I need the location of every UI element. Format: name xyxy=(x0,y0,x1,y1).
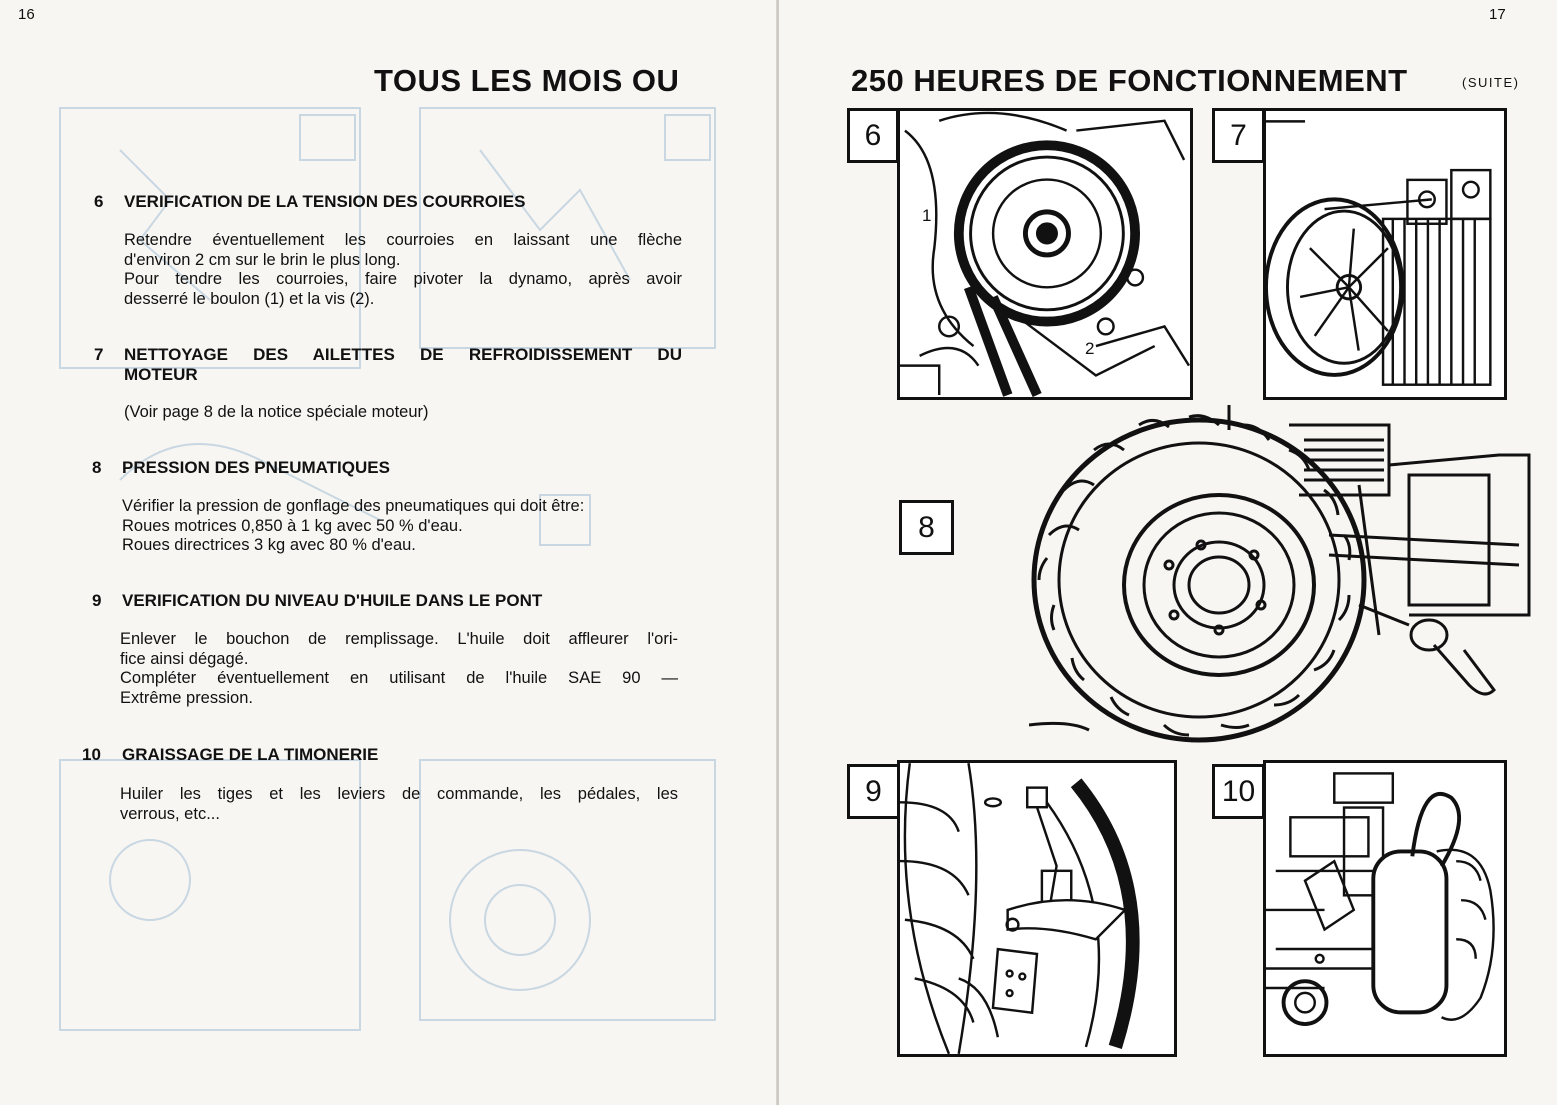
page-heading: TOUS LES MOIS OU xyxy=(374,63,680,98)
suite-label: (SUITE) xyxy=(1462,75,1520,90)
section-body: Vérifier la pression de gonflage des pneumatiques qui doit être: Roues motrices 0,850 à 1 kg avec 50 % d'eau. Roues directrices 3 kg avec 80 % d'eau. xyxy=(122,497,585,554)
figure-cooling-fins xyxy=(1263,108,1507,400)
right-page xyxy=(779,0,1557,1105)
figure-label-10: 10 xyxy=(1212,764,1265,819)
callout-1: 1 xyxy=(922,206,932,225)
section-title: NETTOYAGE DES AILETTES DE REFROIDISSEMENT DU MOTEUR xyxy=(124,345,682,384)
figure-label-8: 8 xyxy=(899,500,954,555)
section-number: 9 xyxy=(92,591,102,610)
engine-fan-illustration xyxy=(1266,111,1504,397)
section-title: GRAISSAGE DE LA TIMONERIE xyxy=(122,745,379,764)
belt-pulley-illustration xyxy=(900,111,1190,397)
section-number: 7 xyxy=(94,345,104,364)
left-page xyxy=(0,0,778,1105)
page-number: 17 xyxy=(1489,6,1506,23)
section-title: VERIFICATION DE LA TENSION DES COURROIES xyxy=(124,192,526,211)
axle-plug-illustration xyxy=(900,763,1174,1054)
oil-can-illustration xyxy=(1266,763,1504,1054)
figure-axle-oil-level xyxy=(897,760,1177,1057)
callout-2: 2 xyxy=(1085,339,1095,358)
page-heading: 250 HEURES DE FONCTIONNEMENT xyxy=(851,63,1408,98)
section-body: Huiler les tiges et les leviers de commande, les pédales, les verrous, etc... xyxy=(120,785,678,823)
section-title: PRESSION DES PNEUMATIQUES xyxy=(122,458,390,477)
figure-label-6: 6 xyxy=(847,108,899,163)
tyre-pressure-illustration xyxy=(1029,395,1534,755)
section-number: 10 xyxy=(82,745,101,764)
section-body: Enlever le bouchon de remplissage. L'huile doit affleurer l'ori- fice ainsi dégagé. Compléter éventuellement en utilisant de l'huile SAE 90 — Extrême pression. xyxy=(120,630,678,707)
section-number: 6 xyxy=(94,192,104,211)
section-title: VERIFICATION DU NIVEAU D'HUILE DANS LE PONT xyxy=(122,591,543,610)
figure-label-9: 9 xyxy=(847,764,900,819)
figure-linkage-lubrication xyxy=(1263,760,1507,1057)
section-body: (Voir page 8 de la notice spéciale moteur) xyxy=(124,403,429,421)
figure-label-7: 7 xyxy=(1212,108,1265,163)
figure-belt-tension xyxy=(897,108,1193,400)
section-number: 8 xyxy=(92,458,102,477)
page-number: 16 xyxy=(18,6,35,23)
section-body: Retendre éventuellement les courroies en laissant une flèche d'environ 2 cm sur le brin le plus long. Pour tendre les courroies, faire pivoter la dynamo, après avoir desserré le boulon (1) et la vis (2). xyxy=(124,231,682,308)
